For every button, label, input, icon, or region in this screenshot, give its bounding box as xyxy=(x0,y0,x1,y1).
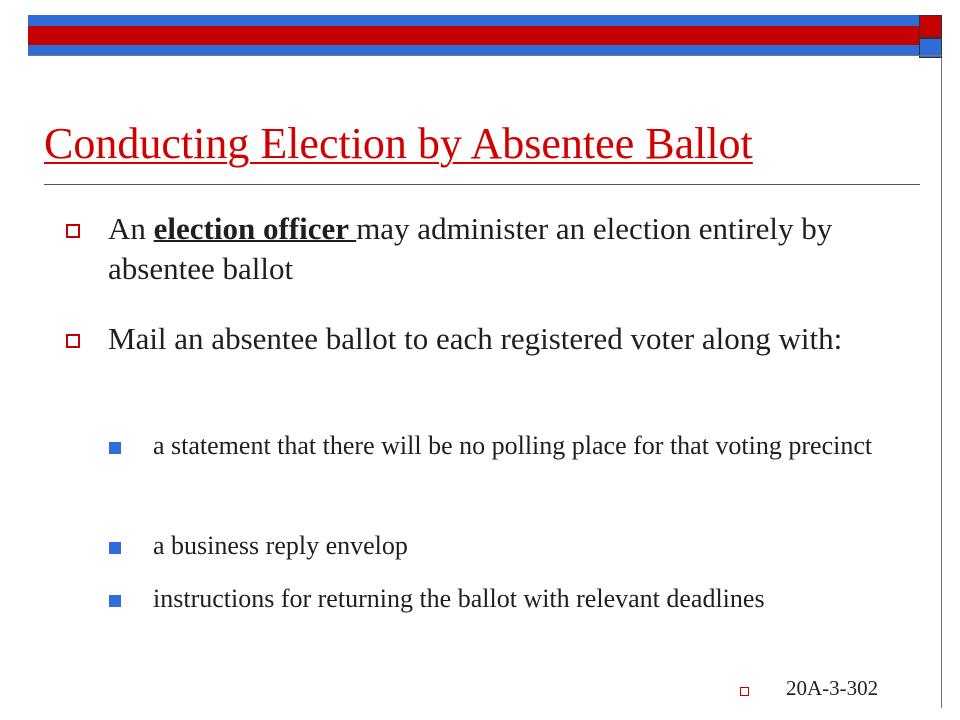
sub-bullet-envelop: a business reply envelop xyxy=(153,531,408,560)
sub-bullet-instructions: instructions for returning the ballot with relevant deadlines xyxy=(153,584,765,613)
filled-square-bullet-icon xyxy=(109,542,121,554)
header-bar-blue-top xyxy=(28,15,919,26)
citation: 20A-3-302 xyxy=(786,676,879,700)
header-bar-blue-bottom xyxy=(28,45,919,55)
corner-square-red xyxy=(919,15,942,38)
bullet-1-emphasis: election officer xyxy=(153,211,357,246)
header-bar xyxy=(28,15,919,55)
slide-title: Conducting Election by Absentee Ballot xyxy=(44,119,753,168)
sub-bullet-statement: a statement that there will be no polling place for that voting precinct xyxy=(153,431,873,460)
bullet-election-officer xyxy=(108,209,898,289)
bullet-mail-ballot: Mail an absentee ballot to each registered voter along with: xyxy=(108,321,843,356)
right-border-line xyxy=(941,58,942,708)
header-divider xyxy=(28,55,942,56)
title-divider xyxy=(44,184,920,185)
filled-square-bullet-icon xyxy=(109,442,121,454)
bullet-1-prefix: An xyxy=(108,211,154,246)
bullet-1-suffix: may administer an election entirely by absentee ballot xyxy=(108,211,833,286)
small-square-bullet-icon xyxy=(740,687,749,696)
filled-square-bullet-icon xyxy=(109,595,121,607)
hollow-square-bullet-icon xyxy=(66,334,80,348)
hollow-square-bullet-icon xyxy=(66,224,80,238)
